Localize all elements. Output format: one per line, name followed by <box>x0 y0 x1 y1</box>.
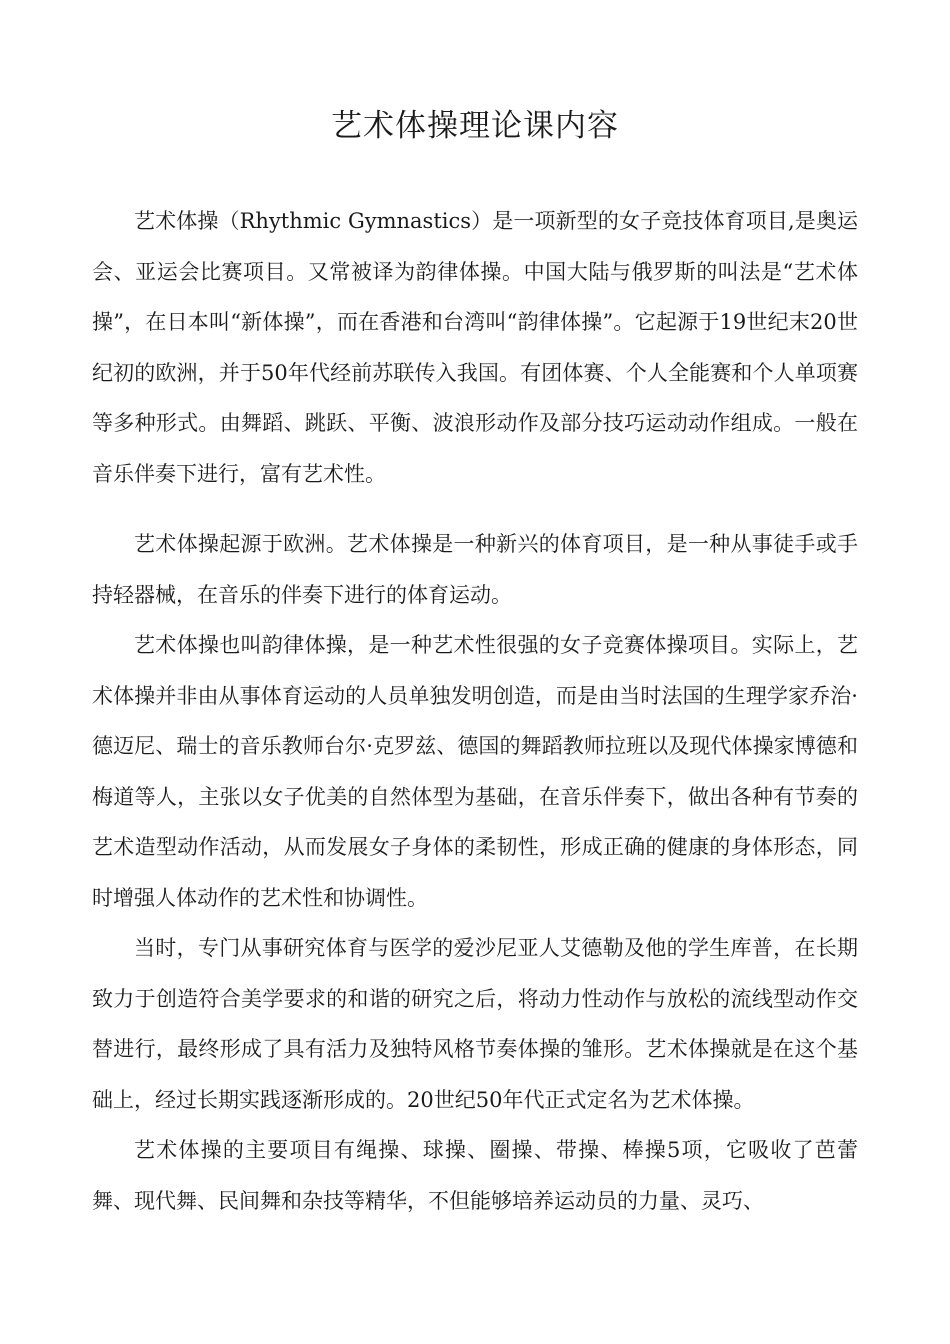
paragraph-origin: 艺术体操起源于欧洲。艺术体操是一种新兴的体育项目，是一种从事徒手或手持轻器械，在音乐的伴奏下进行的体育运动。 <box>92 532 858 607</box>
paragraph-intro: 艺术体操（Rhythmic Gymnastics）是一项新型的女子竞技体育项目,是奥运会、亚运会比赛项目。又常被译为韵律体操。中国大陆与俄罗斯的叫法是“艺术体操”，在日本叫“新体操”，而在香港和台湾叫“韵律体操”。它起源于19世纪末20世纪初的欧洲，并于50年代经前苏联传入我国。有团体赛、个人全能赛和个人单项赛等多种形式。由舞蹈、跳跃、平衡、波浪形动作及部分技巧运动动作组成。一般在音乐伴奏下进行，富有艺术性。 <box>92 209 858 486</box>
paragraph-history: 艺术体操也叫韵律体操，是一种艺术性很强的女子竞赛体操项目。实际上，艺术体操并非由从事体育运动的人员单独发明创造，而是由当时法国的生理学家乔治·德迈尼、瑞士的音乐教师台尔·克罗兹、德国的舞蹈教师拉班以及现代体操家博德和梅道等人，主张以女子优美的自然体型为基础，在音乐伴奏下，做出各种有节奏的艺术造型动作活动，从而发展女子身体的柔韧性，形成正确的健康的身体形态，同时增强人体动作的艺术性和协调性。 <box>92 633 858 910</box>
paragraph-development: 当时，专门从事研究体育与医学的爱沙尼亚人艾德勒及他的学生库普，在长期致力于创造符合美学要求的和谐的研究之后，将动力性动作与放松的流线型动作交替进行，最终形成了具有活力及独特风格节奏体操的雏形。艺术体操就是在这个基础上，经过长期实践逐渐形成的。20世纪50年代正式定名为艺术体操。 <box>92 936 858 1112</box>
document-title: 艺术体操理论课内容 <box>331 108 619 144</box>
paragraph-events: 艺术体操的主要项目有绳操、球操、圈操、带操、棒操5项，它吸收了芭蕾舞、现代舞、民间舞和杂技等精华，不但能够培养运动员的力量、灵巧、 <box>92 1138 858 1213</box>
document-body <box>92 196 858 1226</box>
